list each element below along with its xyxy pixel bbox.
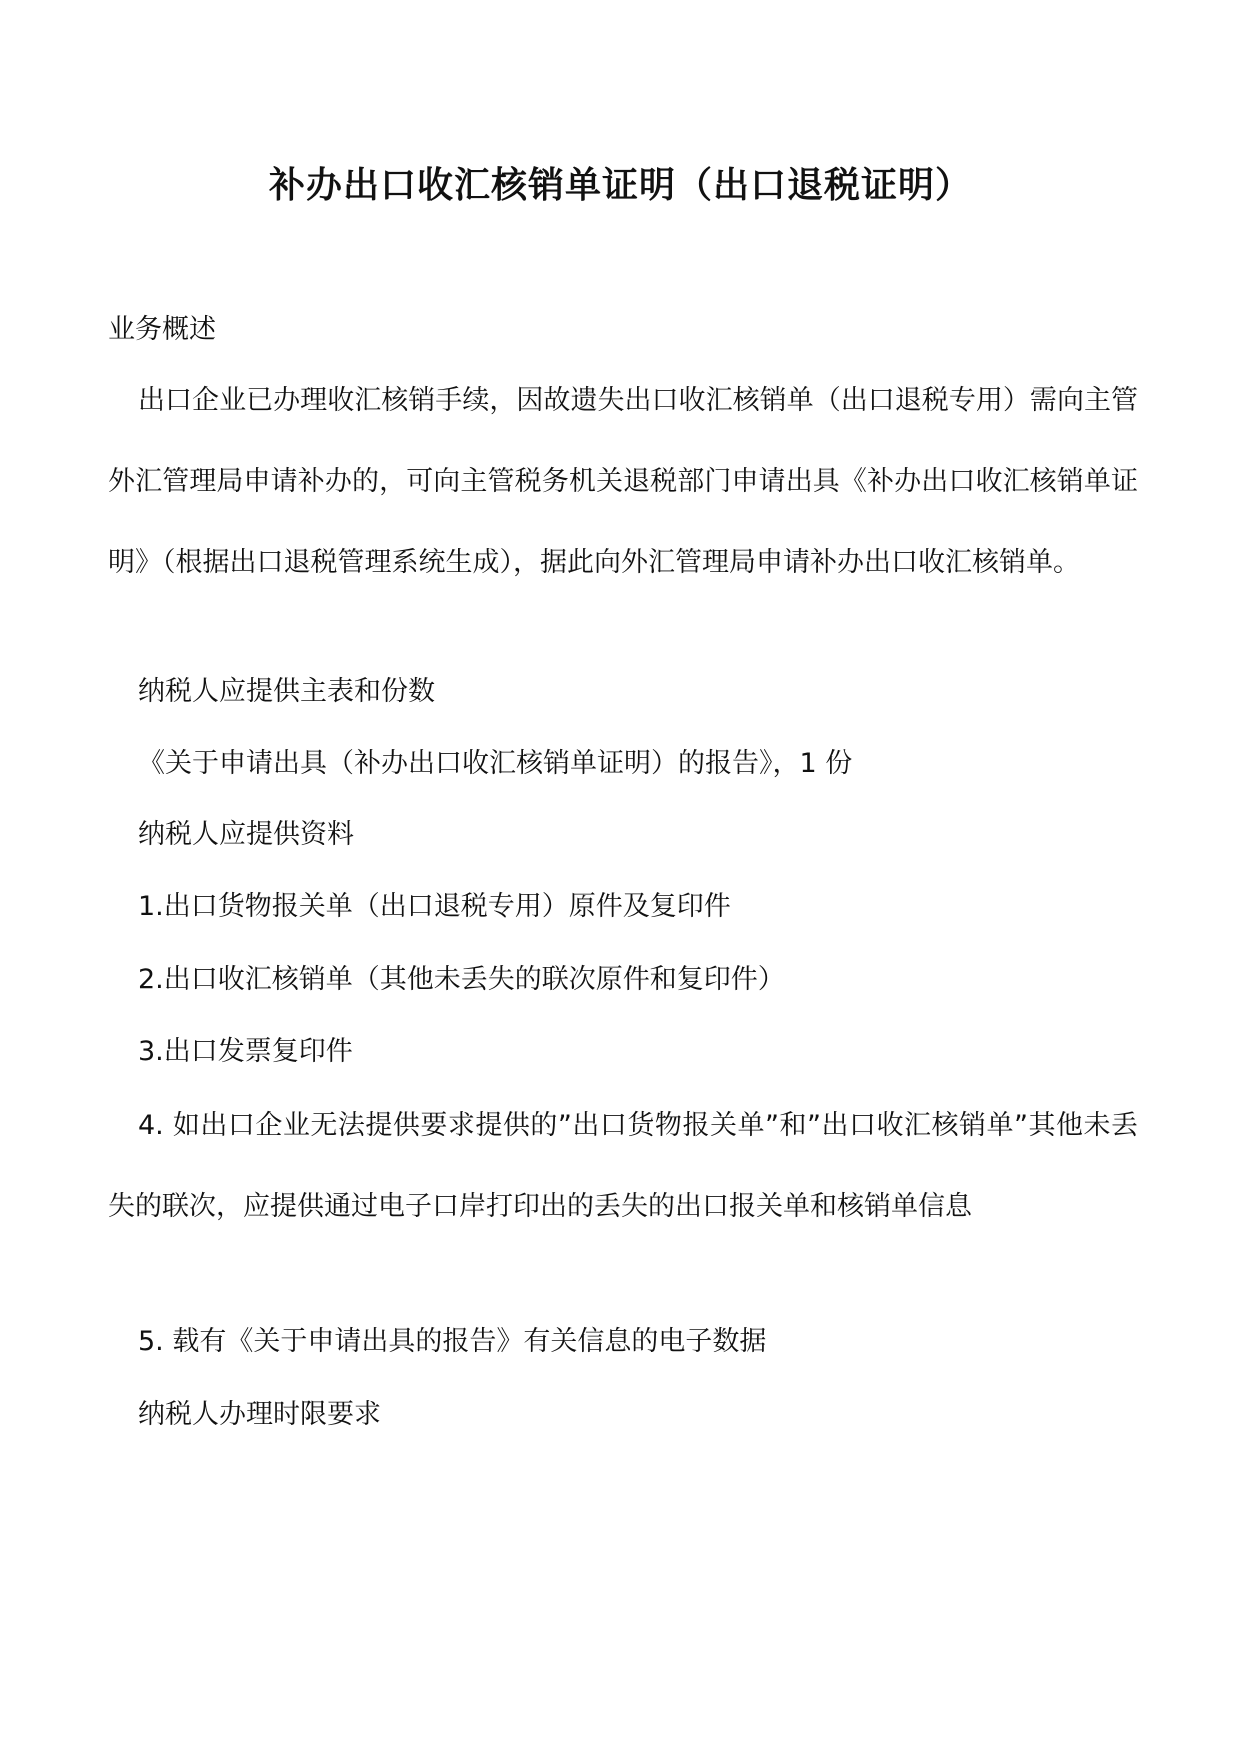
material-item-3: 3.出口发票复印件 [138, 1036, 353, 1067]
document-title: 补办出口收汇核销单证明（出口退税证明） [268, 165, 972, 206]
materials-heading: 纳税人应提供资料 [138, 819, 354, 850]
section-heading-overview: 业务概述 [108, 314, 216, 345]
material-item-5: 5. 载有《关于申请出具的报告》有关信息的电子数据 [138, 1326, 767, 1357]
main-forms-heading: 纳税人应提供主表和份数 [138, 676, 435, 707]
time-limit-heading: 纳税人办理时限要求 [138, 1399, 381, 1430]
overview-paragraph: 出口企业已办理收汇核销手续，因故遗失出口收汇核销单（出口退税专用）需向主管外汇管理局申请补办的，可向主管税务机关退税部门申请出具《补办出口收汇核销单证明》（根据出口退税管理系统生成），据此向外汇管理局申请补办出口收汇核销单。 [108, 385, 1138, 578]
material-item-4: 4. 如出口企业无法提供要求提供的”出口货物报关单”和”出口收汇核销单”其他未丢失的联次，应提供通过电子口岸打印出的丢失的出口报关单和核销单信息 [108, 1110, 1138, 1222]
material-item-1: 1.出口货物报关单（出口退税专用）原件及复印件 [138, 891, 731, 922]
material-item-2: 2.出口收汇核销单（其他未丢失的联次原件和复印件） [138, 964, 785, 995]
main-forms-item: 《关于申请出具（补办出口收汇核销单证明）的报告》，1 份 [138, 748, 853, 779]
